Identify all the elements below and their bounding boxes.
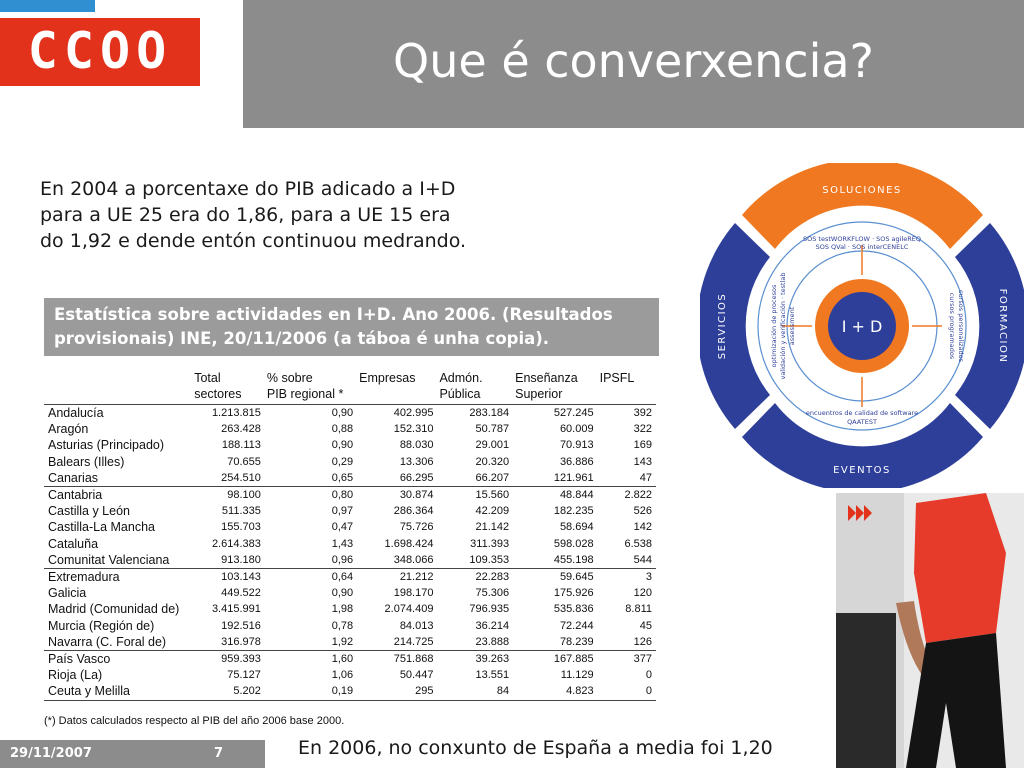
intro-line: En 2004 a porcentaxe do PIB adicado a I+D: [40, 178, 456, 200]
table-cell: 142: [633, 521, 652, 534]
table-row: [44, 601, 656, 617]
source-caption: [44, 298, 659, 356]
table-cell: 1.698.424: [384, 537, 434, 550]
ccoo-logo: [0, 18, 200, 86]
table-cell: 23.888: [475, 635, 510, 648]
region-name: Cantabria: [44, 487, 192, 504]
table-cell: 192.516: [221, 619, 261, 632]
table-cell: 0: [645, 669, 652, 682]
table-cell: 0: [598, 683, 656, 700]
table-cell: 1,98: [331, 603, 354, 616]
table-header-cell: [265, 364, 357, 405]
table-cell: 121.961: [553, 471, 594, 484]
table-row: [44, 503, 656, 519]
table-cell: 36.886: [559, 455, 594, 468]
source-line: provisionais) INE, 20/11/2006 (a táboa é unha copia).: [54, 329, 550, 348]
table-cell: 455.198: [553, 553, 594, 566]
table-cell: 295: [357, 683, 437, 700]
table-cell: 311.393: [470, 537, 510, 550]
table-header-row: [44, 364, 656, 405]
diagram-segment-servicios: [700, 223, 770, 429]
table-cell: 50.447: [399, 669, 434, 682]
table-cell: 75.306: [475, 587, 510, 600]
region-name: Galicia: [48, 586, 87, 601]
table-cell: 103.143: [192, 569, 265, 586]
table-row: [44, 634, 656, 651]
table-cell: 66.207: [475, 471, 510, 484]
table-cell: 0,88: [331, 423, 354, 436]
intro-paragraph: [40, 176, 520, 254]
table-row: [44, 552, 656, 569]
table-cell: 0,65: [331, 471, 354, 484]
table-cell: 175.926: [553, 587, 594, 600]
table-cell: 155.703: [221, 521, 261, 534]
table-cell: 152.310: [393, 423, 434, 436]
table-row: [44, 470, 656, 487]
table-cell: 402.995: [393, 407, 434, 419]
table-row: [44, 683, 656, 700]
table-cell: 42.209: [475, 505, 510, 518]
source-line: Estatística sobre actividades en I+D. Ano 2006. (Resultados: [54, 305, 613, 324]
table-cell: 0,29: [331, 455, 354, 468]
table-cell: 254.510: [221, 471, 261, 484]
header-line: Superior: [515, 387, 563, 401]
diagram-inner-left2: validación y verificación · testlab: [779, 272, 787, 380]
table-cell: 11.129: [560, 669, 594, 682]
diagram-inner-top: SOS testWORKFLOW · SOS agileREQ: [802, 235, 922, 243]
table-row: [44, 454, 656, 470]
table-header-cell: [357, 364, 437, 405]
table-cell: 348.066: [393, 553, 434, 566]
table-row: [44, 651, 656, 668]
title-band: [243, 0, 1024, 128]
table-cell: 30.874: [357, 487, 437, 504]
table-cell: 959.393: [192, 651, 265, 668]
table-row: [44, 618, 656, 634]
table-cell: 59.645: [513, 569, 597, 586]
header-line: Empresas: [359, 371, 416, 385]
table-cell: 0,64: [265, 569, 357, 586]
person-red-shirt: [914, 493, 1006, 643]
table-row: [44, 569, 656, 586]
table-row: [44, 437, 656, 453]
table-cell: 36.214: [475, 619, 510, 632]
header-line: sectores: [194, 387, 242, 401]
table-cell: 70.655: [227, 455, 261, 468]
table-cell: 511.335: [221, 505, 261, 518]
intro-line: para a UE 25 era do 1,86, para a UE 15 era: [40, 204, 451, 226]
table-cell: 322: [633, 423, 652, 436]
region-name: Ceuta y Melilla: [44, 683, 192, 700]
table-cell: 598.028: [553, 537, 594, 550]
table-header-cell: [437, 364, 513, 405]
table-cell: 316.978: [221, 635, 261, 648]
table-cell: 0,19: [265, 683, 357, 700]
table-cell: 283.184: [469, 407, 510, 419]
table-cell: 13.551: [475, 669, 510, 682]
table-cell: 544: [633, 553, 652, 566]
region-name: Comunitat Valenciana: [48, 552, 170, 567]
table-row: [44, 536, 656, 552]
logo-text: CCOO: [27, 22, 173, 80]
table-cell: 2.822: [598, 487, 656, 504]
table-cell: 75.726: [399, 521, 434, 534]
region-name: Murcia (Región de): [48, 618, 155, 633]
table-cell: 3.415.991: [211, 603, 261, 616]
table-row: [44, 421, 656, 437]
table-cell: 535.836: [553, 603, 594, 616]
region-name: Balears (Illes): [48, 454, 125, 469]
region-name: Rioja (La): [48, 668, 103, 683]
table-cell: 526: [633, 505, 652, 518]
rd-statistics-table: [44, 364, 656, 701]
person-photo: [836, 493, 1024, 768]
table-cell: 1.213.815: [211, 407, 261, 419]
table-cell: 182.235: [553, 505, 594, 518]
table-cell: 78.239: [559, 635, 594, 648]
region-name: Castilla-La Mancha: [48, 520, 155, 535]
table-cell: 0,90: [331, 587, 354, 600]
region-name: Cataluña: [48, 536, 99, 551]
table-cell: 48.844: [513, 487, 597, 504]
table-cell: 214.725: [393, 635, 434, 648]
table-cell: 0,90: [331, 407, 354, 419]
table-row: [44, 405, 656, 422]
table-body: [44, 405, 656, 701]
diagram-center-label: I + D: [841, 317, 883, 336]
region-name: Aragón: [48, 422, 89, 437]
table-cell: 75.127: [227, 669, 261, 682]
table-cell: 72.244: [559, 619, 594, 632]
table-cell: 286.364: [393, 505, 434, 518]
table-cell: 3: [598, 569, 656, 586]
table-cell: 0,90: [331, 439, 354, 452]
table-cell: 58.694: [559, 521, 594, 534]
table-cell: 109.353: [469, 553, 510, 566]
table-cell: 143: [633, 455, 652, 468]
table-cell: 4.823: [513, 683, 597, 700]
header-line: Admón.: [439, 371, 483, 385]
table-cell: 392: [633, 407, 652, 419]
table-cell: 913.180: [221, 553, 261, 566]
table-cell: 1,06: [331, 669, 354, 682]
table-header-cell: [598, 364, 656, 405]
diagram-inner-bottom: encuentros de calidad de software: [805, 409, 919, 417]
page-title: Que é converxencia?: [393, 34, 874, 88]
table-cell: 263.428: [221, 423, 261, 436]
table-row: [44, 487, 656, 504]
rd-cycle-diagram: [700, 163, 1024, 488]
table-cell: 2.614.383: [211, 537, 261, 550]
table-cell: 527.245: [553, 407, 594, 419]
table-cell: 66.295: [399, 471, 434, 484]
region-name: Canarias: [48, 470, 99, 485]
table-cell: 751.868: [357, 651, 437, 668]
table-cell: 377: [598, 651, 656, 668]
table-row: [44, 519, 656, 535]
diagram-inner-right: cursos programados: [948, 292, 956, 360]
diagram-inner-left3: assessment: [788, 306, 796, 346]
region-name: Navarra (C. Foral de): [48, 634, 167, 649]
table-header-cell: [513, 364, 597, 405]
intro-line: do 1,92 e dende entón continuou medrando.: [40, 230, 467, 252]
table-cell: 120: [633, 587, 652, 600]
table-header-cell: [192, 364, 265, 405]
logo-accent-bar: [0, 0, 95, 12]
table-cell: 22.283: [437, 569, 513, 586]
table-cell: 13.306: [399, 455, 434, 468]
table-cell: 84: [437, 683, 513, 700]
table-cell: 126: [633, 635, 652, 648]
table-cell: 1,60: [265, 651, 357, 668]
table-cell: 0,96: [331, 553, 354, 566]
footer-date: 29/11/2007: [10, 746, 92, 761]
conclusion-text: En 2006, no conxunto de España a media foi 1,20: [298, 737, 773, 759]
footer-bar: [0, 740, 265, 768]
table-cell: 29.001: [475, 439, 510, 452]
header-line: IPSFL: [599, 371, 635, 385]
table-cell: 47: [639, 471, 652, 484]
region-name: Madrid (Comunidad de): [48, 602, 180, 617]
header-line: PIB regional *: [266, 387, 344, 401]
header-line: Total: [194, 371, 221, 385]
diagram-inner-left: optimización de procesos: [770, 284, 778, 368]
header-line: Pública: [439, 387, 481, 401]
table-cell: 198.170: [393, 587, 434, 600]
table-cell: 70.913: [559, 439, 594, 452]
table-cell: 796.935: [469, 603, 510, 616]
region-name: País Vasco: [44, 651, 192, 668]
table-cell: 21.142: [475, 521, 510, 534]
table-cell: 188.113: [221, 439, 261, 452]
table-cell: 98.100: [192, 487, 265, 504]
table-cell: 0,78: [331, 619, 354, 632]
table-cell: 84.013: [399, 619, 434, 632]
table-cell: 20.320: [475, 455, 510, 468]
table-cell: 1,92: [331, 635, 354, 648]
table-cell: 8.811: [625, 603, 652, 616]
table-cell: 5.202: [192, 683, 265, 700]
table-cell: 45: [639, 619, 652, 632]
diagram-label-servicios: SERVICIOS: [717, 292, 728, 360]
table-footnote: (*) Datos calculados respecto al PIB del año 2006 base 2000.: [44, 715, 345, 727]
region-name: Castilla y León: [48, 504, 130, 519]
table-cell: 2.074.409: [384, 603, 434, 616]
header-line: % sobre: [266, 371, 313, 385]
table-cell: 50.787: [475, 423, 510, 436]
table-cell: 167.885: [513, 651, 597, 668]
table-cell: 0,47: [331, 521, 354, 534]
diagram-inner-top2: SOS QVal · SOS interCENELC: [815, 243, 909, 251]
table-cell: 39.263: [437, 651, 513, 668]
table-cell: 0,97: [331, 505, 354, 518]
region-name: Andalucía: [48, 406, 104, 420]
region-name: Asturias (Principado): [48, 438, 165, 453]
table-cell: 1,43: [331, 537, 354, 550]
region-name: Extremadura: [44, 569, 192, 586]
table-row: [44, 585, 656, 601]
data-table: [44, 364, 656, 701]
table-cell: 169: [633, 439, 652, 452]
table-cell: 0,80: [265, 487, 357, 504]
photo-crowd-shadow: [836, 613, 896, 768]
table-cell: 449.522: [221, 587, 261, 600]
table-cell: 60.009: [559, 423, 594, 436]
table-cell: 15.560: [437, 487, 513, 504]
table-cell: 88.030: [399, 439, 434, 452]
source-text: [54, 303, 651, 351]
diagram-label-soluciones: SOLUCIONES: [822, 185, 902, 196]
header-line: Enseñanza: [515, 371, 578, 385]
table-cell: 21.212: [357, 569, 437, 586]
table-row: [44, 667, 656, 683]
diagram-inner-bottom2: QAATEST: [847, 418, 877, 426]
diagram-label-eventos: EVENTOS: [833, 465, 891, 476]
page-number: 7: [214, 746, 224, 761]
diagram-inner-right2: cursos personalizados: [957, 290, 965, 362]
table-header-cell: [44, 364, 192, 405]
diagram-label-formacion: FORMACION: [997, 288, 1008, 364]
table-cell: 6.538: [624, 537, 652, 550]
